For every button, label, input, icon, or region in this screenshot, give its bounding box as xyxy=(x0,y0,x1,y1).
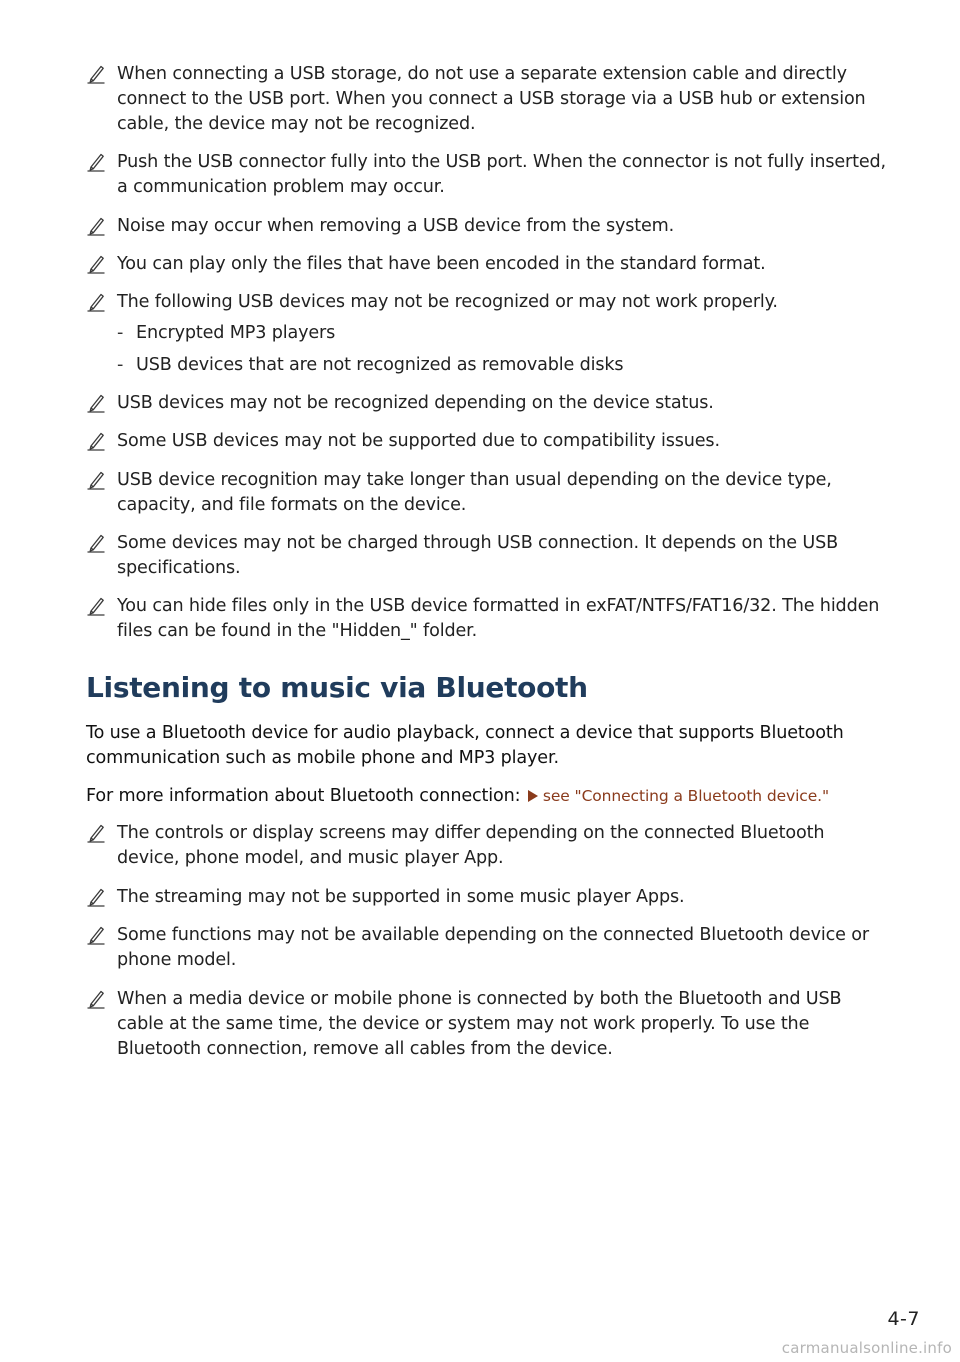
section-heading: Listening to music via Bluetooth xyxy=(86,671,588,704)
pencil-note-icon xyxy=(86,468,106,490)
sub-list-item xyxy=(117,321,877,346)
note-text: You can play only the files that have been encoded in the standard format. xyxy=(117,254,766,274)
note-usb-extension-cable xyxy=(86,62,886,137)
pencil-note-icon xyxy=(86,885,106,907)
pencil-note-icon xyxy=(86,290,106,312)
pencil-note-icon xyxy=(86,531,106,553)
more-info-label: For more information about Bluetooth connection: xyxy=(86,786,521,806)
note-controls-differ xyxy=(86,821,886,871)
note-text: USB devices may not be recognized depending on the device status. xyxy=(117,393,714,413)
note-standard-format xyxy=(86,252,886,277)
pencil-note-icon xyxy=(86,62,106,84)
page-number: 4-7 xyxy=(887,1308,920,1330)
note-text: Push the USB connector fully into the USB port. When the connector is not fully inserted, a communication problem may occur. xyxy=(117,152,886,197)
note-recognition-time xyxy=(86,468,886,518)
note-streaming-support xyxy=(86,885,886,910)
dash-bullet: - xyxy=(117,323,124,343)
pencil-note-icon xyxy=(86,821,106,843)
note-functions-unavailable xyxy=(86,923,886,973)
note-noise-removing xyxy=(86,214,886,239)
sub-list-item-text: USB devices that are not recognized as removable disks xyxy=(136,355,624,375)
note-text: Some functions may not be available depending on the connected Bluetooth device or phone model. xyxy=(117,925,869,970)
note-text: The streaming may not be supported in some music player Apps. xyxy=(117,887,685,907)
pencil-note-icon xyxy=(86,150,106,172)
note-usb-connector-insertion xyxy=(86,150,886,200)
note-text: Noise may occur when removing a USB device from the system. xyxy=(117,216,675,236)
note-text: You can hide files only in the USB device formatted in exFAT/NTFS/FAT16/32. The hidden files can be found in the "Hidden_" folder. xyxy=(117,596,880,641)
triangle-arrow-icon xyxy=(528,790,538,802)
reference-link[interactable]: see "Connecting a Bluetooth device." xyxy=(542,787,830,805)
note-device-status xyxy=(86,391,886,416)
pencil-note-icon xyxy=(86,252,106,274)
more-info-line xyxy=(86,784,886,809)
note-charging xyxy=(86,531,886,581)
note-text: The following USB devices may not be recognized or may not work properly. xyxy=(117,292,778,312)
watermark: carmanualsonline.info xyxy=(781,1339,952,1357)
note-text: USB device recognition may take longer than usual depending on the device type, capacity, and file formats on the device. xyxy=(117,470,832,515)
note-text: The controls or display screens may differ depending on the connected Bluetooth device, phone model, and music player App. xyxy=(117,823,825,868)
note-text: Some devices may not be charged through USB connection. It depends on the USB specifications. xyxy=(117,533,839,578)
note-bluetooth-and-usb xyxy=(86,987,886,1062)
dash-bullet: - xyxy=(117,355,124,375)
section-intro: To use a Bluetooth device for audio playback, connect a device that supports Bluetooth communication such as mobile phone and MP3 player. xyxy=(86,723,844,768)
pencil-note-icon xyxy=(86,923,106,945)
note-text: When connecting a USB storage, do not use a separate extension cable and directly connect to the USB port. When you connect a USB storage via a USB hub or extension cable, the device may not be recognized. xyxy=(117,64,866,134)
note-compatibility xyxy=(86,429,886,454)
sub-list-item-text: Encrypted MP3 players xyxy=(136,323,336,343)
pencil-note-icon xyxy=(86,391,106,413)
pencil-note-icon xyxy=(86,429,106,451)
pencil-note-icon xyxy=(86,987,106,1009)
note-hidden-files xyxy=(86,594,886,644)
sub-list-item xyxy=(117,353,877,378)
pencil-note-icon xyxy=(86,594,106,616)
note-text: When a media device or mobile phone is connected by both the Bluetooth and USB cable at the same time, the device or system may not work properly. To use the Bluetooth connection, remove all cables from the device. xyxy=(117,989,842,1059)
note-unrecognized-devices xyxy=(86,290,886,315)
pencil-note-icon xyxy=(86,214,106,236)
note-text: Some USB devices may not be supported due to compatibility issues. xyxy=(117,431,720,451)
